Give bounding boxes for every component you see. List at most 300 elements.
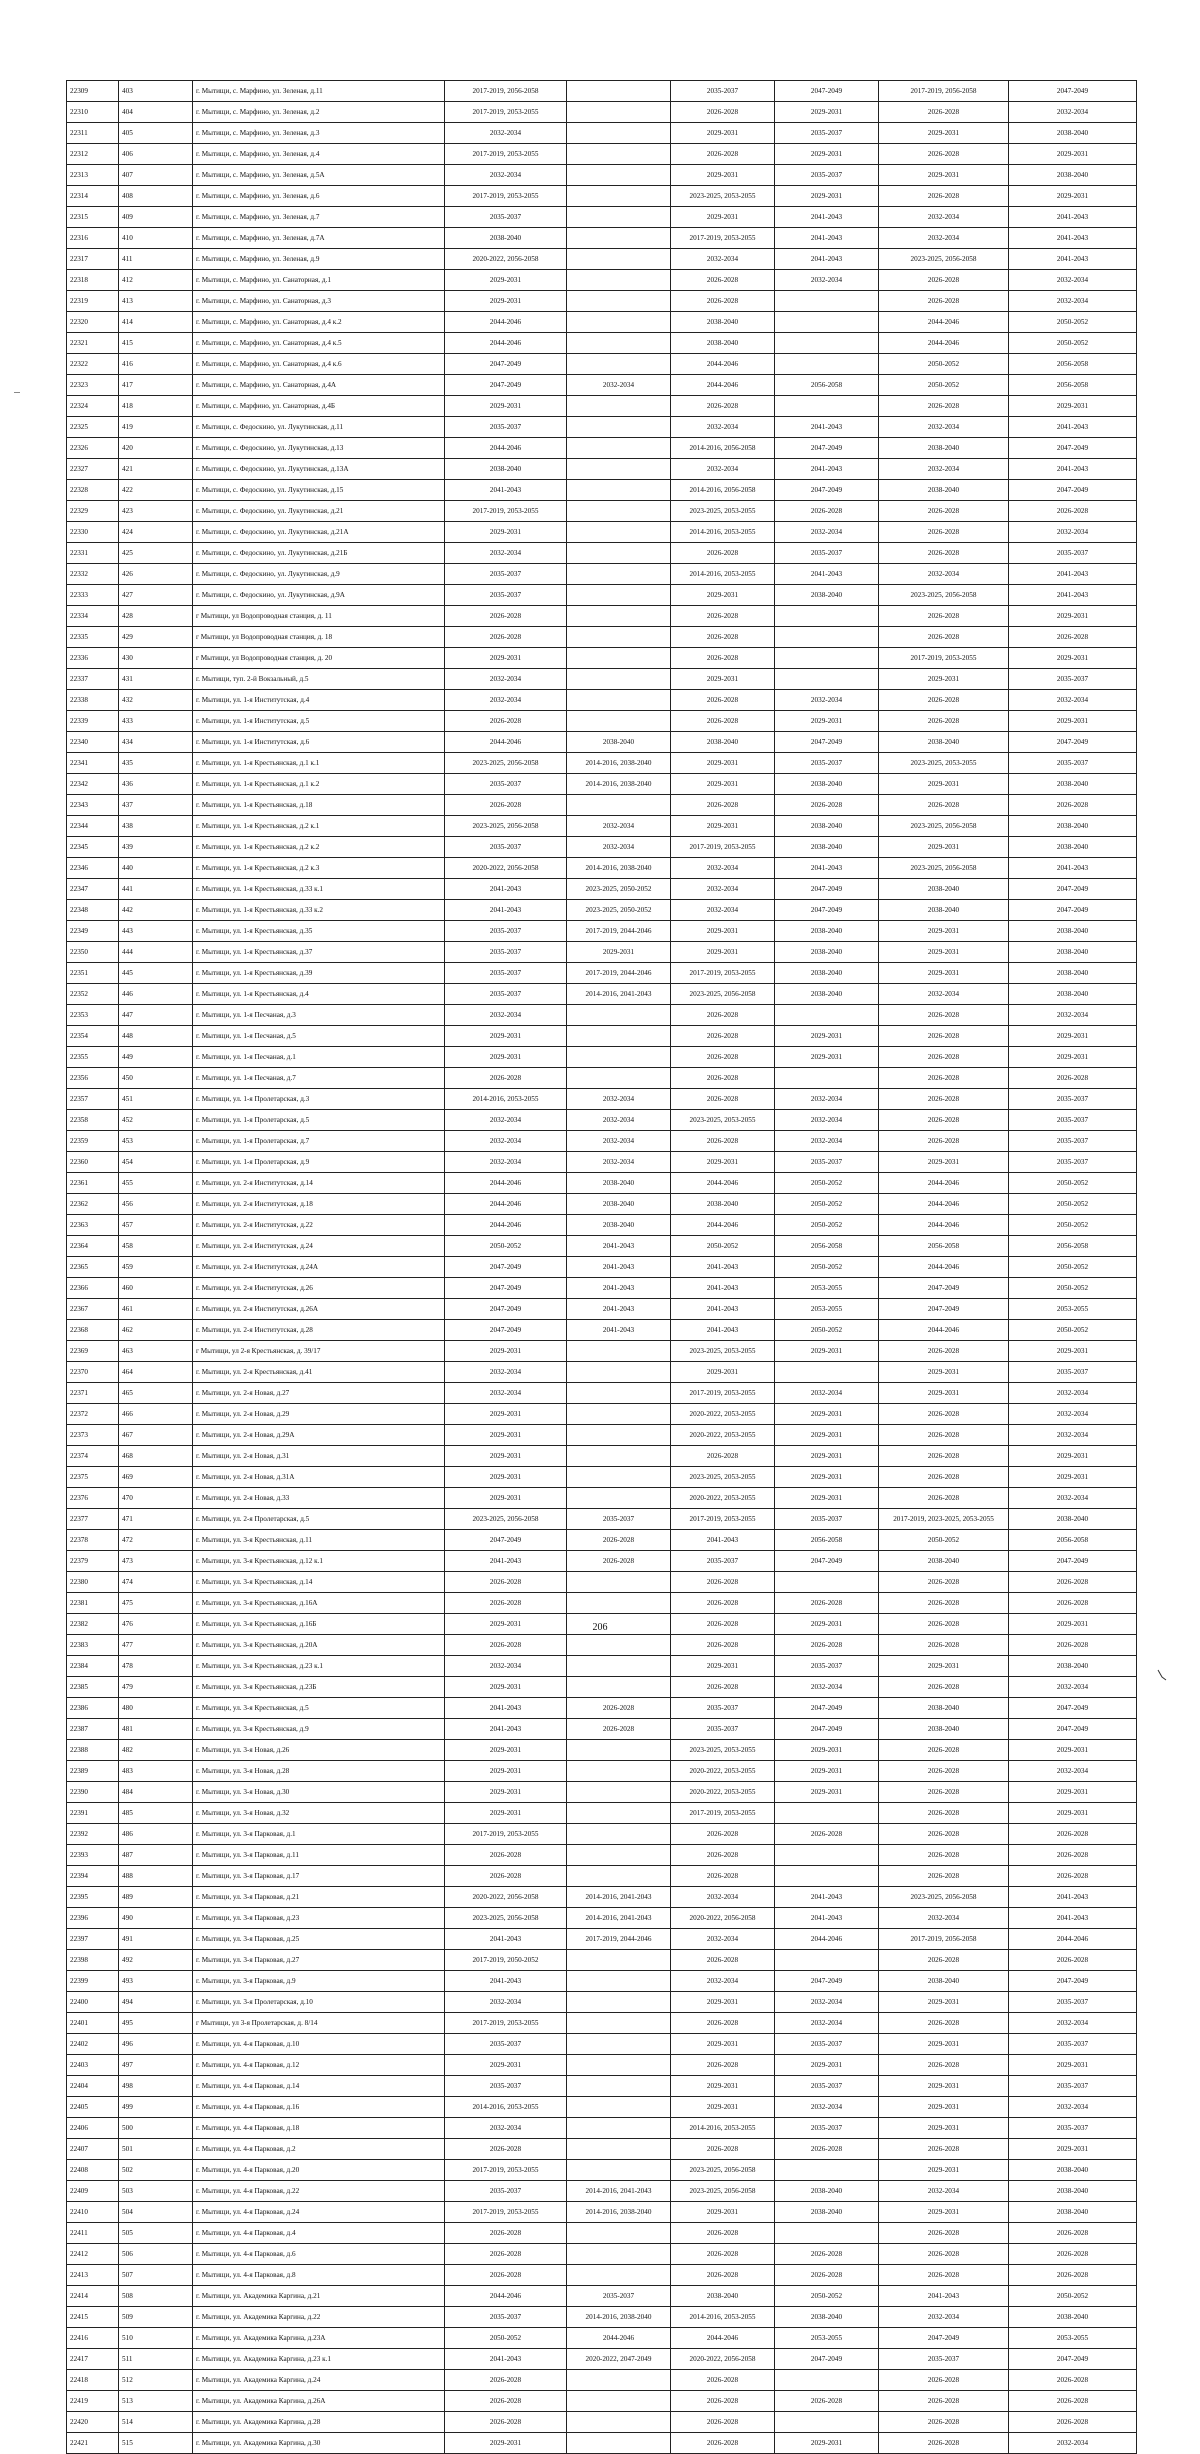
record-number-cell: 404: [119, 102, 193, 123]
period-col-6-cell: 2029-2031: [1009, 1740, 1137, 1761]
period-col-2-cell: 2041-2043: [567, 1236, 671, 1257]
address-cell: г Мытищи, ул Водопроводная станция, д. 11: [193, 606, 445, 627]
address-cell: г. Мытищи, ул. 2-я Институтская, д.24: [193, 1236, 445, 1257]
row-id-cell: 22399: [67, 1971, 119, 1992]
period-col-6-cell: 2032-2034: [1009, 1005, 1137, 1026]
period-col-4-cell: [775, 396, 879, 417]
period-col-4-cell: 2035-2037: [775, 753, 879, 774]
row-id-cell: 22391: [67, 1803, 119, 1824]
period-col-3-cell: 2017-2019, 2053-2055: [671, 1803, 775, 1824]
period-col-1-cell: 2029-2031: [445, 1803, 567, 1824]
period-col-3-cell: 2026-2028: [671, 1614, 775, 1635]
address-cell: г. Мытищи, с. Марфино, ул. Зеленая, д.6: [193, 186, 445, 207]
period-col-6-cell: 2041-2043: [1009, 564, 1137, 585]
period-col-4-cell: [775, 1068, 879, 1089]
record-number-cell: 442: [119, 900, 193, 921]
address-cell: г. Мытищи, ул. 4-я Парковая, д.24: [193, 2202, 445, 2223]
period-col-4-cell: 2041-2043: [775, 1908, 879, 1929]
period-col-2-cell: [567, 1761, 671, 1782]
period-col-6-cell: 2047-2049: [1009, 1551, 1137, 1572]
row-id-cell: 22387: [67, 1719, 119, 1740]
period-col-4-cell: 2029-2031: [775, 1446, 879, 1467]
period-col-2-cell: 2041-2043: [567, 1320, 671, 1341]
period-col-4-cell: 2050-2052: [775, 1215, 879, 1236]
period-col-3-cell: 2026-2028: [671, 795, 775, 816]
address-cell: г. Мытищи, ул. 1-я Крестьянская, д.35: [193, 921, 445, 942]
period-col-5-cell: 2023-2025, 2056-2058: [879, 816, 1009, 837]
period-col-3-cell: 2029-2031: [671, 165, 775, 186]
period-col-4-cell: 2032-2034: [775, 2097, 879, 2118]
period-col-3-cell: 2029-2031: [671, 816, 775, 837]
record-number-cell: 486: [119, 1824, 193, 1845]
period-col-5-cell: 2023-2025, 2056-2058: [879, 1887, 1009, 1908]
address-cell: г. Мытищи, ул. 4-я Парковая, д.14: [193, 2076, 445, 2097]
period-col-5-cell: 2023-2025, 2056-2058: [879, 858, 1009, 879]
period-col-2-cell: 2026-2028: [567, 1530, 671, 1551]
record-number-cell: 487: [119, 1845, 193, 1866]
period-col-2-cell: [567, 1593, 671, 1614]
period-col-4-cell: 2032-2034: [775, 1089, 879, 1110]
period-col-5-cell: 2026-2028: [879, 1614, 1009, 1635]
period-col-1-cell: 2047-2049: [445, 1530, 567, 1551]
row-id-cell: 22377: [67, 1509, 119, 1530]
period-col-3-cell: 2044-2046: [671, 354, 775, 375]
period-col-6-cell: 2026-2028: [1009, 1593, 1137, 1614]
period-col-2-cell: [567, 480, 671, 501]
period-col-1-cell: 2029-2031: [445, 291, 567, 312]
period-col-5-cell: 2026-2028: [879, 1866, 1009, 1887]
table-row: [67, 1887, 1137, 1908]
period-col-4-cell: 2047-2049: [775, 438, 879, 459]
period-col-6-cell: 2032-2034: [1009, 1425, 1137, 1446]
period-col-2-cell: [567, 2013, 671, 2034]
period-col-6-cell: 2041-2043: [1009, 1887, 1137, 1908]
period-col-5-cell: 2029-2031: [879, 2202, 1009, 2223]
period-col-2-cell: [567, 543, 671, 564]
period-col-4-cell: 2026-2028: [775, 1635, 879, 1656]
table-row: [67, 333, 1137, 354]
period-col-2-cell: 2032-2034: [567, 816, 671, 837]
table-row: [67, 2370, 1137, 2391]
period-col-6-cell: 2038-2040: [1009, 1509, 1137, 1530]
period-col-1-cell: 2026-2028: [445, 627, 567, 648]
record-number-cell: 455: [119, 1173, 193, 1194]
period-col-3-cell: 2026-2028: [671, 1866, 775, 1887]
period-col-1-cell: 2041-2043: [445, 1719, 567, 1740]
period-col-5-cell: 2032-2034: [879, 564, 1009, 585]
period-col-5-cell: 2026-2028: [879, 1110, 1009, 1131]
row-id-cell: 22349: [67, 921, 119, 942]
period-col-2-cell: 2017-2019, 2044-2046: [567, 963, 671, 984]
record-number-cell: 481: [119, 1719, 193, 1740]
period-col-6-cell: 2056-2058: [1009, 375, 1137, 396]
period-col-1-cell: 2017-2019, 2053-2055: [445, 186, 567, 207]
address-cell: г. Мытищи, с. Федоскино, ул. Лукутинская, д.21: [193, 501, 445, 522]
period-col-1-cell: 2029-2031: [445, 1761, 567, 1782]
period-col-3-cell: 2029-2031: [671, 2076, 775, 2097]
period-col-3-cell: 2026-2028: [671, 2265, 775, 2286]
period-col-2-cell: [567, 459, 671, 480]
address-cell: г. Мытищи, ул. Академика Каргина, д.22: [193, 2307, 445, 2328]
period-col-3-cell: 2014-2016, 2053-2055: [671, 564, 775, 585]
period-col-5-cell: 2026-2028: [879, 2055, 1009, 2076]
table-row: [67, 522, 1137, 543]
table-row: [67, 774, 1137, 795]
table-row: [67, 2391, 1137, 2412]
record-number-cell: 446: [119, 984, 193, 1005]
period-col-1-cell: 2023-2025, 2056-2058: [445, 816, 567, 837]
record-number-cell: 405: [119, 123, 193, 144]
period-col-3-cell: 2029-2031: [671, 1152, 775, 1173]
period-col-2-cell: [567, 2265, 671, 2286]
address-cell: г Мытищи, ул Водопроводная станция, д. 18: [193, 627, 445, 648]
period-col-3-cell: 2026-2028: [671, 606, 775, 627]
period-col-4-cell: 2029-2031: [775, 1488, 879, 1509]
period-col-5-cell: 2038-2040: [879, 480, 1009, 501]
period-col-2-cell: [567, 564, 671, 585]
period-col-5-cell: 2038-2040: [879, 438, 1009, 459]
period-col-5-cell: 2029-2031: [879, 837, 1009, 858]
period-col-4-cell: 2038-2040: [775, 816, 879, 837]
row-id-cell: 22403: [67, 2055, 119, 2076]
row-id-cell: 22378: [67, 1530, 119, 1551]
row-id-cell: 22332: [67, 564, 119, 585]
period-col-4-cell: [775, 2160, 879, 2181]
period-col-1-cell: 2044-2046: [445, 1215, 567, 1236]
period-col-4-cell: [775, 1803, 879, 1824]
period-col-5-cell: 2017-2019, 2056-2058: [879, 1929, 1009, 1950]
address-cell: г. Мытищи, ул. 3-я Крестьянская, д.16А: [193, 1593, 445, 1614]
period-col-6-cell: 2056-2058: [1009, 1236, 1137, 1257]
row-id-cell: 22419: [67, 2391, 119, 2412]
row-id-cell: 22322: [67, 354, 119, 375]
record-number-cell: 489: [119, 1887, 193, 1908]
address-cell: г. Мытищи, ул. 1-я Крестьянская, д.18: [193, 795, 445, 816]
period-col-1-cell: 2029-2031: [445, 1026, 567, 1047]
address-cell: г. Мытищи, ул. 1-я Крестьянская, д.2 к.2: [193, 837, 445, 858]
period-col-6-cell: 2029-2031: [1009, 1341, 1137, 1362]
period-col-4-cell: 2041-2043: [775, 459, 879, 480]
period-col-4-cell: 2050-2052: [775, 1257, 879, 1278]
period-col-1-cell: 2035-2037: [445, 963, 567, 984]
table-row: [67, 2307, 1137, 2328]
period-col-4-cell: [775, 354, 879, 375]
period-col-2-cell: 2014-2016, 2041-2043: [567, 1887, 671, 1908]
period-col-5-cell: 2026-2028: [879, 186, 1009, 207]
period-col-6-cell: 2047-2049: [1009, 732, 1137, 753]
period-col-5-cell: 2026-2028: [879, 1572, 1009, 1593]
period-col-2-cell: [567, 1047, 671, 1068]
period-col-5-cell: 2029-2031: [879, 2118, 1009, 2139]
period-col-2-cell: 2032-2034: [567, 375, 671, 396]
address-cell: г. Мытищи, ул. Академика Каргина, д.23 к.1: [193, 2349, 445, 2370]
record-number-cell: 497: [119, 2055, 193, 2076]
period-col-6-cell: 2026-2028: [1009, 795, 1137, 816]
table-row: [67, 1740, 1137, 1761]
period-col-1-cell: 2026-2028: [445, 1866, 567, 1887]
period-col-1-cell: 2035-2037: [445, 774, 567, 795]
period-col-6-cell: 2041-2043: [1009, 228, 1137, 249]
table-row: [67, 1677, 1137, 1698]
address-cell: г. Мытищи, с. Федоскино, ул. Лукутинская, д.11: [193, 417, 445, 438]
table-row: [67, 2412, 1137, 2433]
address-cell: г. Мытищи, ул. 1-я Крестьянская, д.1 к.2: [193, 774, 445, 795]
period-col-1-cell: 2023-2025, 2056-2058: [445, 1509, 567, 1530]
period-col-5-cell: 2029-2031: [879, 2076, 1009, 2097]
record-number-cell: 424: [119, 522, 193, 543]
table-row: [67, 2118, 1137, 2139]
period-col-6-cell: 2038-2040: [1009, 123, 1137, 144]
period-col-4-cell: 2056-2058: [775, 1530, 879, 1551]
period-col-1-cell: 2014-2016, 2053-2055: [445, 1089, 567, 1110]
period-col-5-cell: 2029-2031: [879, 963, 1009, 984]
period-col-5-cell: 2044-2046: [879, 312, 1009, 333]
period-col-6-cell: 2029-2031: [1009, 1446, 1137, 1467]
record-number-cell: 511: [119, 2349, 193, 2370]
period-col-5-cell: 2026-2028: [879, 1425, 1009, 1446]
period-col-2-cell: 2038-2040: [567, 732, 671, 753]
period-col-2-cell: 2014-2016, 2041-2043: [567, 1908, 671, 1929]
period-col-1-cell: 2041-2043: [445, 1971, 567, 1992]
period-col-1-cell: 2029-2031: [445, 1446, 567, 1467]
period-col-1-cell: 2026-2028: [445, 1593, 567, 1614]
period-col-2-cell: [567, 1572, 671, 1593]
period-col-6-cell: 2038-2040: [1009, 2160, 1137, 2181]
address-cell: г. Мытищи, ул. 1-я Институтская, д.4: [193, 690, 445, 711]
address-cell: г. Мытищи, ул. 3-я Парковая, д.17: [193, 1866, 445, 1887]
period-col-2-cell: 2014-2016, 2038-2040: [567, 858, 671, 879]
period-col-6-cell: 2050-2052: [1009, 1215, 1137, 1236]
period-col-6-cell: 2029-2031: [1009, 1782, 1137, 1803]
period-col-6-cell: 2032-2034: [1009, 522, 1137, 543]
period-col-6-cell: 2038-2040: [1009, 2202, 1137, 2223]
table-row: [67, 1404, 1137, 1425]
record-number-cell: 412: [119, 270, 193, 291]
row-id-cell: 22373: [67, 1425, 119, 1446]
period-col-1-cell: 2035-2037: [445, 984, 567, 1005]
document-sheet: [66, 80, 1136, 2454]
period-col-6-cell: 2047-2049: [1009, 900, 1137, 921]
address-cell: г. Мытищи, ул. 1-я Песчаная, д.1: [193, 1047, 445, 1068]
address-cell: г. Мытищи, ул. 2-я Новая, д.29: [193, 1404, 445, 1425]
period-col-1-cell: 2047-2049: [445, 1278, 567, 1299]
period-col-5-cell: 2047-2049: [879, 1278, 1009, 1299]
period-col-5-cell: 2026-2028: [879, 2265, 1009, 2286]
period-col-1-cell: 2026-2028: [445, 2139, 567, 2160]
period-col-5-cell: 2056-2058: [879, 1236, 1009, 1257]
period-col-3-cell: 2026-2028: [671, 2223, 775, 2244]
period-col-5-cell: 2044-2046: [879, 1194, 1009, 1215]
row-id-cell: 22395: [67, 1887, 119, 1908]
address-cell: г. Мытищи, ул. 2-я Институтская, д.22: [193, 1215, 445, 1236]
period-col-2-cell: 2038-2040: [567, 1215, 671, 1236]
row-id-cell: 22368: [67, 1320, 119, 1341]
period-col-1-cell: 2047-2049: [445, 375, 567, 396]
table-row: [67, 1467, 1137, 1488]
period-col-5-cell: 2029-2031: [879, 2034, 1009, 2055]
period-col-4-cell: 2032-2034: [775, 270, 879, 291]
record-number-cell: 423: [119, 501, 193, 522]
period-col-4-cell: [775, 1362, 879, 1383]
period-col-1-cell: 2041-2043: [445, 480, 567, 501]
period-col-5-cell: 2017-2019, 2056-2058: [879, 81, 1009, 102]
table-row: [67, 753, 1137, 774]
period-col-2-cell: [567, 1425, 671, 1446]
address-cell: г. Мытищи, ул. 4-я Парковая, д.8: [193, 2265, 445, 2286]
period-col-4-cell: 2026-2028: [775, 795, 879, 816]
period-col-3-cell: 2032-2034: [671, 879, 775, 900]
table-row: [67, 1131, 1137, 1152]
period-col-5-cell: 2026-2028: [879, 1068, 1009, 1089]
period-col-4-cell: 2026-2028: [775, 1824, 879, 1845]
period-col-3-cell: 2023-2025, 2056-2058: [671, 2160, 775, 2181]
period-col-2-cell: 2020-2022, 2047-2049: [567, 2349, 671, 2370]
table-row: [67, 858, 1137, 879]
period-col-5-cell: 2029-2031: [879, 1383, 1009, 1404]
period-col-2-cell: [567, 2160, 671, 2181]
record-number-cell: 409: [119, 207, 193, 228]
record-number-cell: 506: [119, 2244, 193, 2265]
period-col-2-cell: 2038-2040: [567, 1173, 671, 1194]
row-id-cell: 22367: [67, 1299, 119, 1320]
period-col-4-cell: 2047-2049: [775, 1719, 879, 1740]
record-number-cell: 492: [119, 1950, 193, 1971]
period-col-5-cell: 2038-2040: [879, 732, 1009, 753]
period-col-3-cell: 2026-2028: [671, 690, 775, 711]
period-col-5-cell: 2035-2037: [879, 2349, 1009, 2370]
period-col-2-cell: 2035-2037: [567, 1509, 671, 1530]
table-row: [67, 1173, 1137, 1194]
period-col-4-cell: [775, 1845, 879, 1866]
period-col-4-cell: [775, 1950, 879, 1971]
period-col-3-cell: 2026-2028: [671, 2244, 775, 2265]
record-number-cell: 468: [119, 1446, 193, 1467]
row-id-cell: 22327: [67, 459, 119, 480]
row-id-cell: 22360: [67, 1152, 119, 1173]
table-row: [67, 1992, 1137, 2013]
record-number-cell: 515: [119, 2433, 193, 2454]
row-id-cell: 22420: [67, 2412, 119, 2433]
period-col-3-cell: 2032-2034: [671, 1929, 775, 1950]
table-row: [67, 312, 1137, 333]
address-cell: г. Мытищи, ул. 2-я Новая, д.31А: [193, 1467, 445, 1488]
period-col-6-cell: 2029-2031: [1009, 144, 1137, 165]
period-col-3-cell: 2017-2019, 2053-2055: [671, 837, 775, 858]
period-col-1-cell: 2026-2028: [445, 2265, 567, 2286]
period-col-4-cell: [775, 627, 879, 648]
period-col-1-cell: 2017-2019, 2056-2058: [445, 81, 567, 102]
period-col-5-cell: 2026-2028: [879, 1824, 1009, 1845]
address-cell: г. Мытищи, ул. 3-я Пролетарская, д.10: [193, 1992, 445, 2013]
row-id-cell: 22406: [67, 2118, 119, 2139]
period-col-4-cell: 2050-2052: [775, 1173, 879, 1194]
record-number-cell: 460: [119, 1278, 193, 1299]
table-row: [67, 963, 1137, 984]
record-number-cell: 414: [119, 312, 193, 333]
record-number-cell: 470: [119, 1488, 193, 1509]
period-col-3-cell: 2032-2034: [671, 1971, 775, 1992]
period-col-1-cell: 2041-2043: [445, 900, 567, 921]
record-number-cell: 482: [119, 1740, 193, 1761]
period-col-5-cell: 2026-2028: [879, 144, 1009, 165]
period-col-6-cell: 2026-2028: [1009, 2391, 1137, 2412]
period-col-3-cell: 2029-2031: [671, 669, 775, 690]
period-col-4-cell: 2038-2040: [775, 2307, 879, 2328]
period-col-1-cell: 2035-2037: [445, 2307, 567, 2328]
period-col-4-cell: 2032-2034: [775, 1992, 879, 2013]
row-id-cell: 22414: [67, 2286, 119, 2307]
period-col-2-cell: [567, 1782, 671, 1803]
period-col-2-cell: 2017-2019, 2044-2046: [567, 1929, 671, 1950]
period-col-4-cell: 2038-2040: [775, 585, 879, 606]
address-cell: г. Мытищи, ул. 4-я Парковая, д.20: [193, 2160, 445, 2181]
period-col-5-cell: 2026-2028: [879, 1131, 1009, 1152]
address-cell: г. Мытищи, ул. Академика Каргина, д.28: [193, 2412, 445, 2433]
table-row: [67, 375, 1137, 396]
table-row: [67, 1929, 1137, 1950]
record-number-cell: 488: [119, 1866, 193, 1887]
period-col-1-cell: 2029-2031: [445, 1488, 567, 1509]
period-col-4-cell: 2044-2046: [775, 1929, 879, 1950]
period-col-2-cell: [567, 690, 671, 711]
period-col-4-cell: 2029-2031: [775, 2055, 879, 2076]
period-col-5-cell: 2026-2028: [879, 795, 1009, 816]
period-col-3-cell: 2026-2028: [671, 543, 775, 564]
table-row: [67, 1866, 1137, 1887]
table-row: [67, 207, 1137, 228]
table-row: [67, 1446, 1137, 1467]
table-row: [67, 2223, 1137, 2244]
address-cell: г. Мытищи, с. Федоскино, ул. Лукутинская, д.15: [193, 480, 445, 501]
period-col-2-cell: [567, 2118, 671, 2139]
address-cell: г. Мытищи, с. Федоскино, ул. Лукутинская, д.13А: [193, 459, 445, 480]
period-col-2-cell: [567, 627, 671, 648]
address-cell: г. Мытищи, ул. 1-я Пролетарская, д.3: [193, 1089, 445, 1110]
table-row: [67, 2349, 1137, 2370]
period-col-4-cell: 2047-2049: [775, 480, 879, 501]
period-col-3-cell: 2029-2031: [671, 2034, 775, 2055]
period-col-6-cell: 2047-2049: [1009, 1971, 1137, 1992]
row-id-cell: 22400: [67, 1992, 119, 2013]
period-col-6-cell: 2050-2052: [1009, 1278, 1137, 1299]
period-col-4-cell: 2047-2049: [775, 1971, 879, 1992]
period-col-5-cell: 2029-2031: [879, 2160, 1009, 2181]
period-col-2-cell: 2041-2043: [567, 1299, 671, 1320]
period-col-5-cell: 2026-2028: [879, 2244, 1009, 2265]
period-col-4-cell: 2026-2028: [775, 2265, 879, 2286]
period-col-1-cell: 2017-2019, 2053-2055: [445, 2013, 567, 2034]
table-row: [67, 1257, 1137, 1278]
address-cell: г. Мытищи, ул. 1-я Крестьянская, д.2 к.1: [193, 816, 445, 837]
period-col-3-cell: 2023-2025, 2053-2055: [671, 1467, 775, 1488]
period-col-4-cell: 2029-2031: [775, 1467, 879, 1488]
table-row: [67, 2160, 1137, 2181]
period-col-1-cell: 2029-2031: [445, 1404, 567, 1425]
period-col-6-cell: 2038-2040: [1009, 837, 1137, 858]
period-col-2-cell: [567, 1341, 671, 1362]
period-col-2-cell: 2038-2040: [567, 1194, 671, 1215]
period-col-5-cell: 2032-2034: [879, 417, 1009, 438]
period-col-5-cell: 2044-2046: [879, 1215, 1009, 1236]
period-col-5-cell: 2026-2028: [879, 270, 1009, 291]
period-col-4-cell: 2035-2037: [775, 543, 879, 564]
period-col-1-cell: 2017-2019, 2053-2055: [445, 501, 567, 522]
period-col-3-cell: 2038-2040: [671, 333, 775, 354]
record-number-cell: 427: [119, 585, 193, 606]
period-col-5-cell: 2038-2040: [879, 1551, 1009, 1572]
period-col-5-cell: 2026-2028: [879, 1761, 1009, 1782]
period-col-6-cell: 2047-2049: [1009, 438, 1137, 459]
